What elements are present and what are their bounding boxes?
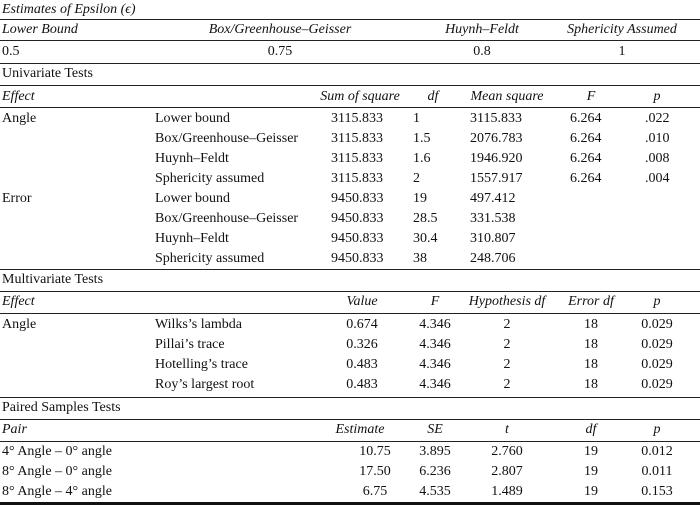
univariate-cell-df: 1.6 [413,151,431,166]
paired-cell-t: 2.807 [491,464,523,479]
epsilon-value-sphericity: 1 [618,44,626,59]
univariate-cell-p: .022 [645,111,670,126]
epsilon-value-huynh-feldt: 0.8 [473,44,491,59]
paired-cell-pair: 4° Angle – 0° angle [2,444,112,459]
multivariate-cell-p: 0.029 [641,357,673,372]
univariate-header-df: df [427,89,439,104]
multivariate-cell-err-df: 18 [584,337,598,352]
rule [0,107,700,108]
multivariate-cell-hyp-df: 2 [503,337,511,352]
multivariate-header-value: Value [346,294,378,309]
epsilon-title: Estimates of Epsilon (ϵ) [2,2,136,17]
univariate-cell-ms: 331.538 [470,211,516,226]
multivariate-cell-hyp-df: 2 [503,357,511,372]
multivariate-header-err-df: Error df [568,294,614,309]
univariate-cell-f: 6.264 [570,131,602,146]
multivariate-cell-hyp-df: 2 [503,317,511,332]
univariate-cell-ss: 3115.833 [331,151,383,166]
paired-cell-df: 19 [584,444,598,459]
univariate-cell-p: .010 [645,131,670,146]
rule [0,313,700,314]
paired-title: Paired Samples Tests [2,400,121,415]
paired-cell-se: 3.895 [419,444,451,459]
multivariate-header-hyp-df: Hypothesis df [468,294,546,309]
multivariate-title: Multivariate Tests [2,272,104,287]
rule [0,40,700,41]
paired-cell-pair: 8° Angle – 0° angle [2,464,112,479]
univariate-cell-effect: Angle [2,111,37,126]
univariate-cell-df: 2 [413,171,420,186]
multivariate-cell-statistic: Pillai’s trace [155,337,225,352]
multivariate-cell-err-df: 18 [584,377,598,392]
univariate-cell-ss: 9450.833 [331,211,384,226]
univariate-cell-p: .008 [645,151,670,166]
epsilon-value-lower-bound: 0.5 [2,44,20,59]
univariate-cell-ms: 248.706 [470,251,516,266]
multivariate-cell-value: 0.674 [346,317,378,332]
univariate-cell-correction: Box/Greenhouse–Geisser [155,131,299,146]
univariate-cell-ss: 9450.833 [331,251,384,266]
univariate-cell-df: 19 [413,191,427,206]
univariate-cell-ms: 310.807 [470,231,516,246]
univariate-cell-df: 38 [413,251,427,266]
univariate-cell-ms: 2076.783 [470,131,523,146]
multivariate-cell-statistic: Wilks’s lambda [155,317,242,332]
multivariate-cell-p: 0.029 [641,317,673,332]
multivariate-cell-value: 0.483 [346,377,378,392]
univariate-header-ss: Sum of square [320,89,400,104]
multivariate-header-effect: Effect [2,294,35,309]
univariate-header-ms: Mean square [470,89,544,104]
paired-cell-se: 6.236 [419,464,451,479]
paired-header-p: p [653,422,661,437]
multivariate-cell-f: 4.346 [419,317,451,332]
univariate-cell-correction: Lower bound [155,111,231,126]
paired-cell-estimate: 10.75 [359,444,391,459]
univariate-cell-effect: Error [2,191,32,206]
multivariate-cell-value: 0.326 [346,337,378,352]
univariate-cell-correction: Sphericity assumed [155,251,265,266]
paired-cell-estimate: 17.50 [359,464,391,479]
paired-cell-df: 19 [584,464,598,479]
univariate-title: Univariate Tests [2,66,93,81]
paired-cell-p: 0.012 [641,444,673,459]
multivariate-cell-value: 0.483 [346,357,378,372]
rule [0,269,700,270]
paired-header-se: SE [427,422,443,437]
univariate-cell-df: 1.5 [413,131,431,146]
paired-cell-p: 0.011 [641,464,673,479]
epsilon-header-huynh-feldt: Huynh–Feldt [445,22,519,37]
univariate-cell-ms: 497.412 [470,191,516,206]
univariate-cell-ss: 3115.833 [331,171,383,186]
epsilon-header-lower-bound: Lower Bound [2,22,78,37]
univariate-cell-f: 6.264 [570,111,602,126]
paired-cell-df: 19 [584,484,598,499]
univariate-cell-correction: Box/Greenhouse–Geisser [155,211,299,226]
univariate-cell-ss: 9450.833 [331,191,384,206]
multivariate-cell-effect: Angle [2,317,37,332]
multivariate-cell-statistic: Hotelling’s trace [155,357,248,372]
paired-cell-pair: 8° Angle – 4° angle [2,484,112,499]
epsilon-value-greenhouse-geisser: 0.75 [267,44,293,59]
multivariate-cell-f: 4.346 [419,337,451,352]
univariate-cell-ms: 1557.917 [470,171,523,186]
univariate-cell-ms: 1946.920 [470,151,523,166]
univariate-cell-df: 30.4 [413,231,438,246]
univariate-cell-df: 28.5 [413,211,438,226]
paired-cell-t: 1.489 [491,484,523,499]
univariate-cell-ms: 3115.833 [470,111,522,126]
paired-cell-se: 4.535 [419,484,451,499]
multivariate-cell-f: 4.346 [419,357,451,372]
epsilon-header-sphericity: Sphericity Assumed [567,22,677,37]
multivariate-header-p: p [653,294,661,309]
rule [0,85,700,86]
univariate-cell-p: .004 [645,171,670,186]
univariate-header-p: p [653,89,661,104]
epsilon-header-greenhouse-geisser: Box/Greenhouse–Geisser [208,22,352,37]
bottom-rule [0,502,700,505]
multivariate-cell-p: 0.029 [641,377,673,392]
multivariate-cell-f: 4.346 [419,377,451,392]
univariate-header-f: F [586,89,596,104]
multivariate-cell-err-df: 18 [584,317,598,332]
paired-header-estimate: Estimate [335,422,385,437]
multivariate-cell-err-df: 18 [584,357,598,372]
univariate-cell-correction: Lower bound [155,191,231,206]
univariate-header-effect: Effect [2,89,35,104]
univariate-cell-f: 6.264 [570,171,602,186]
paired-cell-estimate: 6.75 [362,484,388,499]
multivariate-header-f: F [430,294,440,309]
univariate-cell-df: 1 [413,111,420,126]
univariate-cell-ss: 3115.833 [331,131,383,146]
paired-cell-t: 2.760 [491,444,523,459]
paired-cell-p: 0.153 [641,484,673,499]
univariate-cell-ss: 9450.833 [331,231,384,246]
univariate-cell-correction: Sphericity assumed [155,171,265,186]
univariate-cell-ss: 3115.833 [331,111,383,126]
paired-header-t: t [505,422,509,437]
multivariate-cell-hyp-df: 2 [503,377,511,392]
univariate-cell-correction: Huynh–Feldt [155,231,229,246]
univariate-cell-f: 6.264 [570,151,602,166]
multivariate-cell-statistic: Roy’s largest root [155,377,255,392]
paired-header-df: df [585,422,597,437]
rule [0,63,700,64]
univariate-cell-correction: Huynh–Feldt [155,151,229,166]
paired-header-pair: Pair [2,422,27,437]
multivariate-cell-p: 0.029 [641,337,673,352]
